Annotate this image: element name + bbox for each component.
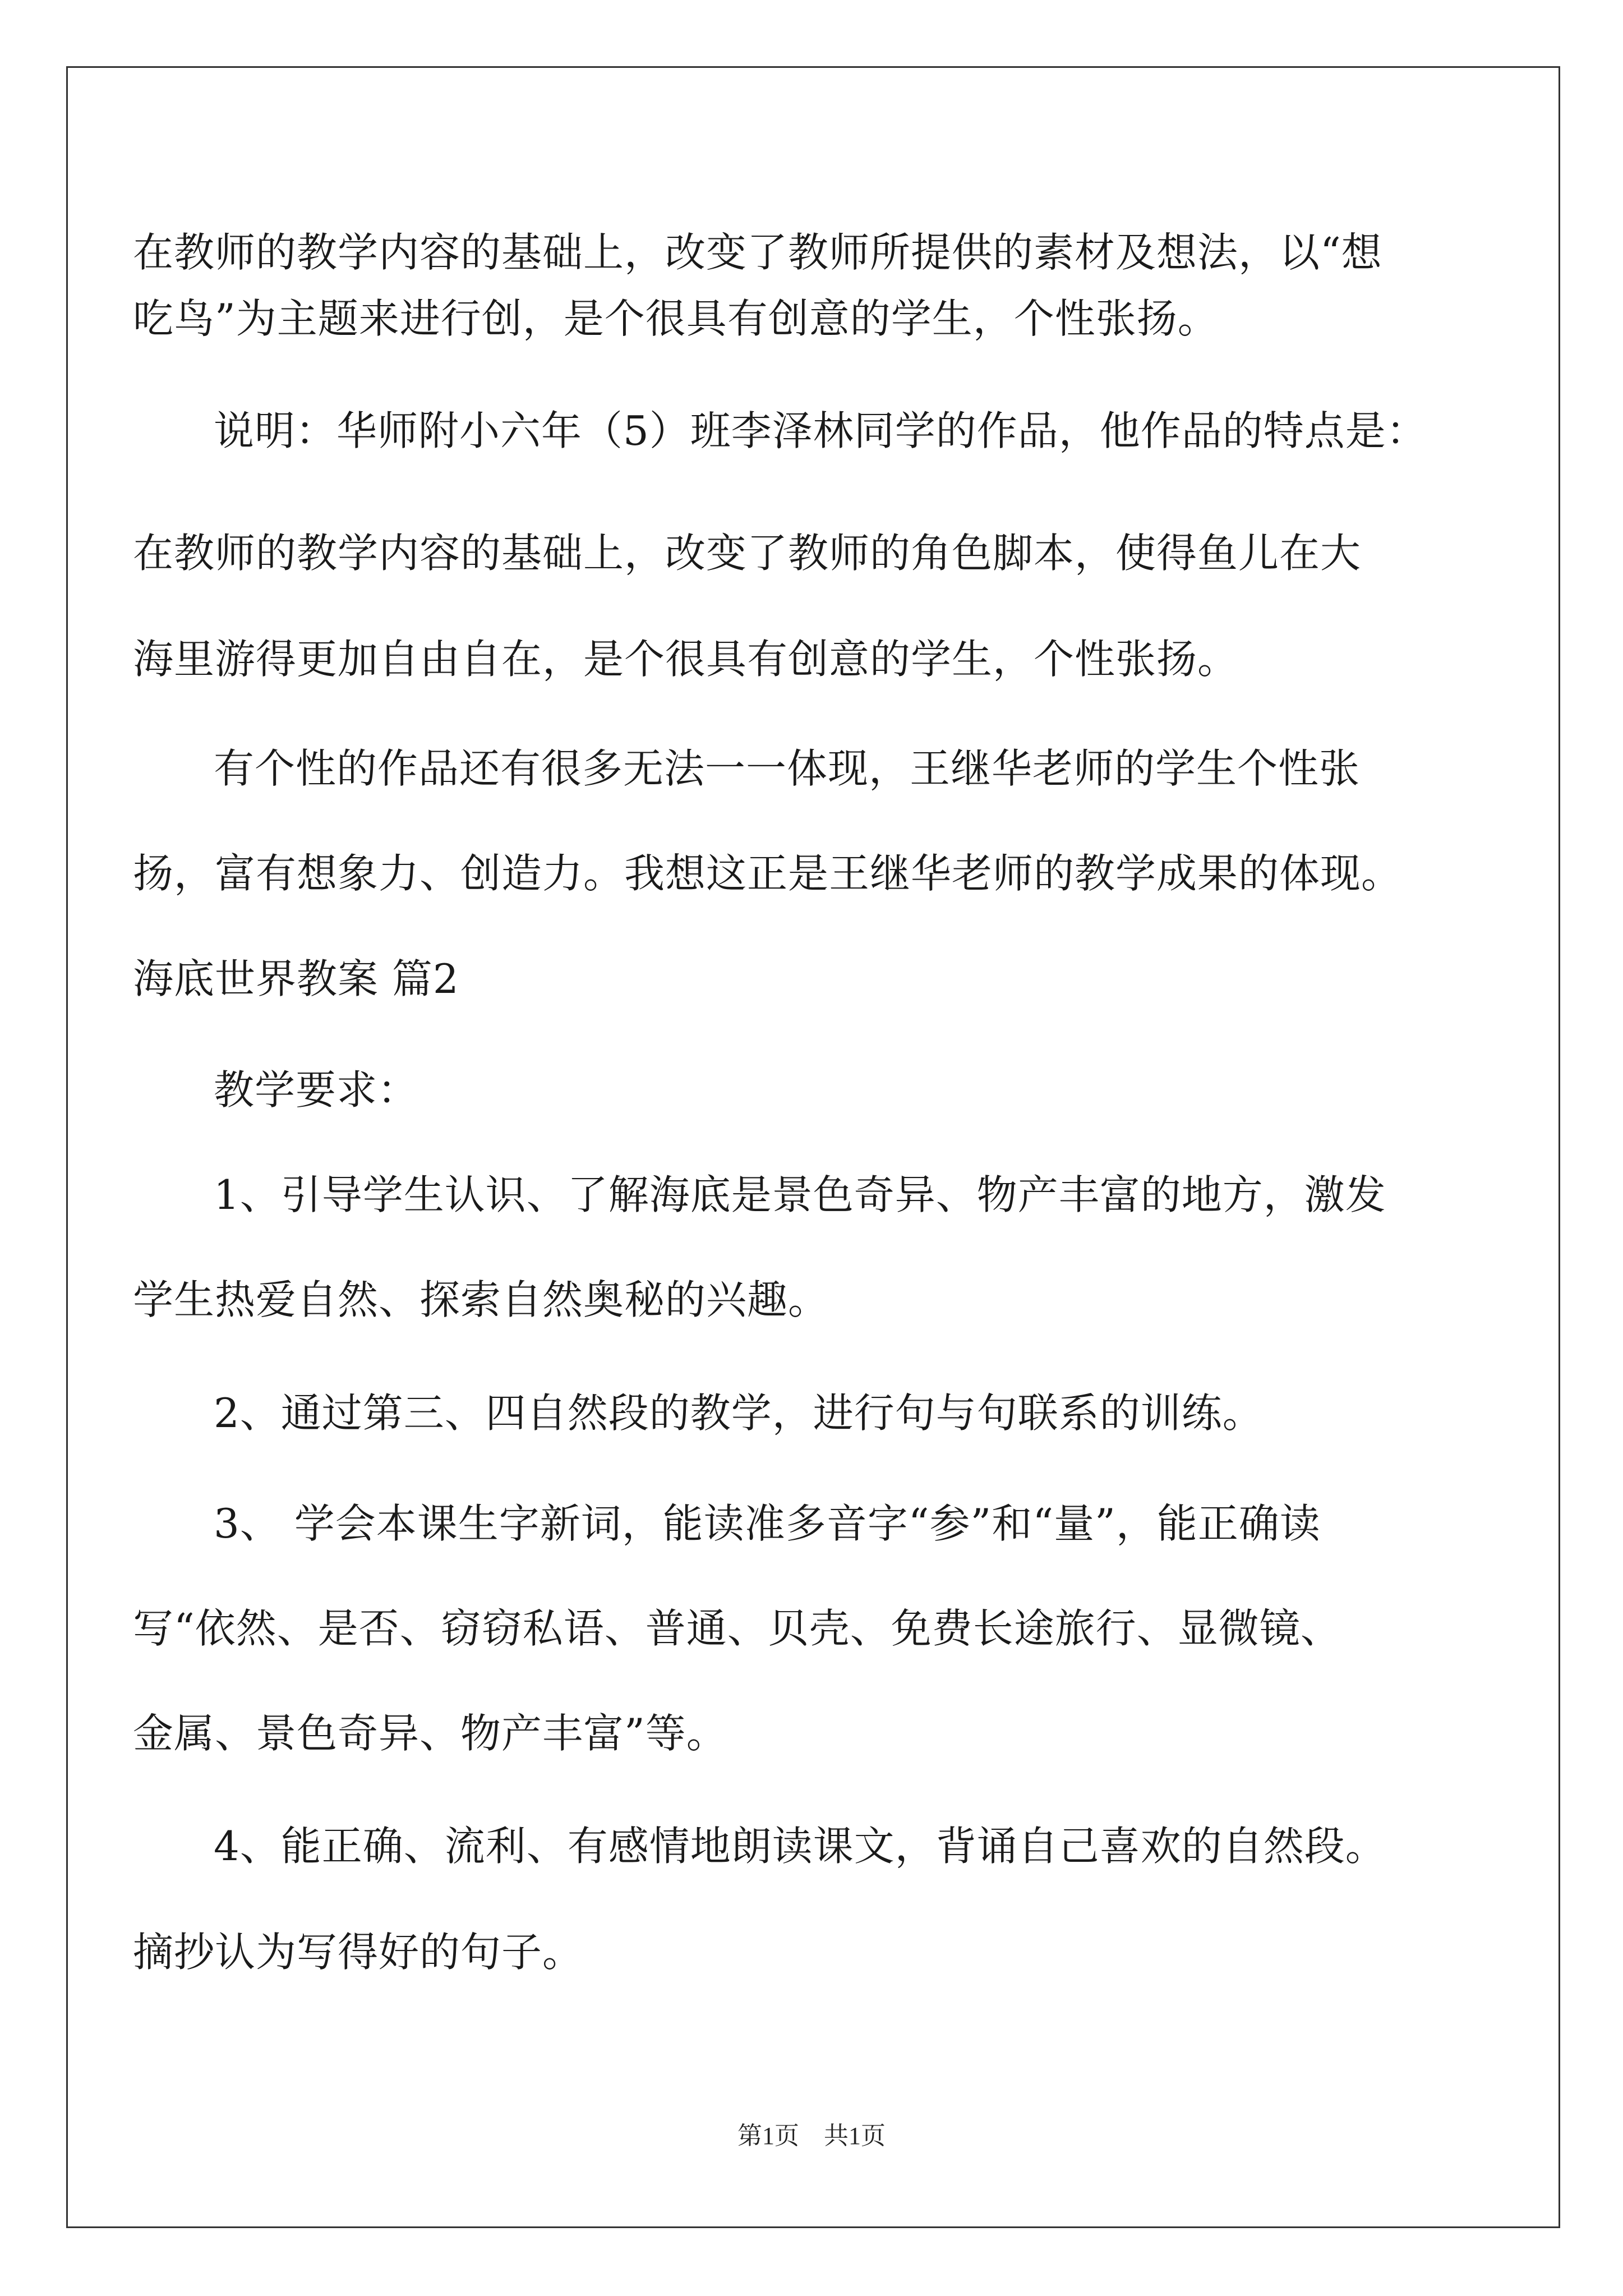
paragraph-line: 教学要求：: [214, 1066, 419, 1114]
paragraph-line: 在教师的教学内容的基础上，改变了教师的角色脚本，使得鱼儿在大: [133, 530, 1362, 577]
paragraph-line: 在教师的教学内容的基础上，改变了教师所提供的素材及想法，以“想: [133, 229, 1382, 276]
paragraph-line: 吃鸟”为主题来进行创，是个很具有创意的学生，个性张扬。: [133, 295, 1219, 342]
list-item-line: 摘抄认为写得好的句子。: [133, 1929, 584, 1976]
page-footer: 第1页 共1页: [737, 2122, 886, 2150]
paragraph-line: 说明：华师附小六年（5）班李泽林同学的作品，他作品的特点是：: [214, 407, 1427, 454]
section-heading: 海底世界教案 篇2: [133, 955, 459, 1002]
list-item-line: 1、引导学生认识、了解海底是景色奇异、物产丰富的地方，激发: [214, 1171, 1386, 1218]
page-border: [66, 66, 1560, 2228]
list-item-line: 学生热爱自然、探索自然奥秘的兴趣。: [133, 1276, 829, 1323]
list-item-line: 4、能正确、流利、有感情地朗读课文，背诵自己喜欢的自然段。: [214, 1823, 1386, 1870]
list-item-line: 3、 学会本课生字新词，能读准多音字“参”和“量”，能正确读: [214, 1500, 1321, 1547]
list-item-line: 2、通过第三、四自然段的教学，进行句与句联系的训练。: [214, 1389, 1264, 1437]
paragraph-line: 海里游得更加自由自在，是个很具有创意的学生，个性张扬。: [133, 636, 1239, 683]
list-item-line: 写“依然、是否、窃窃私语、普通、贝壳、免费长途旅行、显微镜、: [133, 1605, 1341, 1652]
paragraph-line: 扬，富有想象力、创造力。我想这正是王继华老师的教学成果的体现。: [133, 850, 1403, 897]
list-item-line: 金属、景色奇异、物产丰富”等。: [133, 1710, 727, 1757]
paragraph-line: 有个性的作品还有很多无法一一体现，王继华老师的学生个性张: [214, 745, 1361, 792]
